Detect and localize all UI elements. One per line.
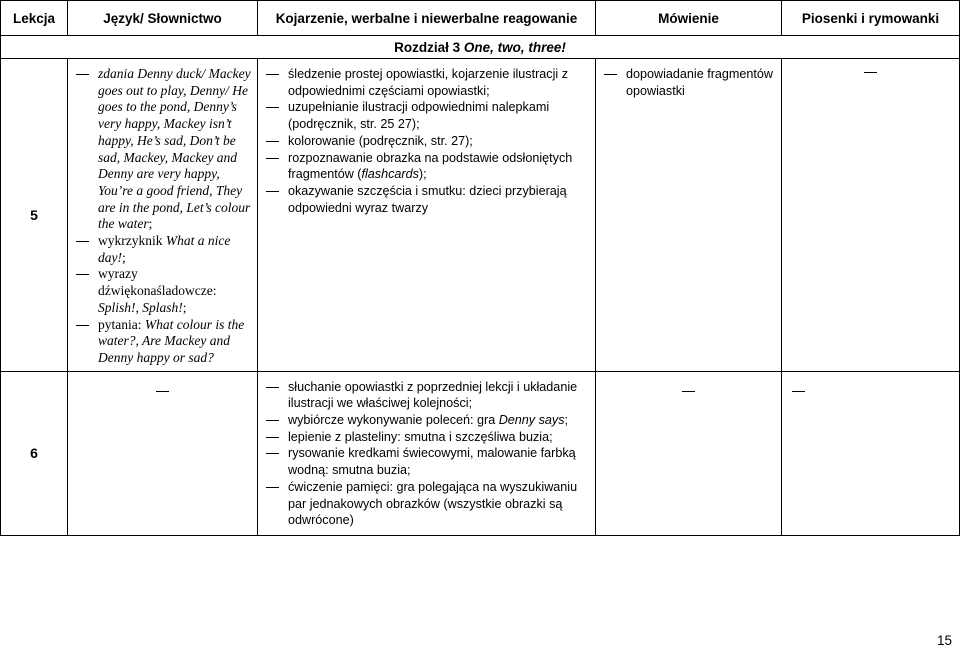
lesson-number: 6 <box>1 371 68 535</box>
header-piosenki: Piosenki i rymowanki <box>782 1 960 36</box>
list-item: okazywanie szczęścia i smutku: dzieci przybierają odpowiedni wyraz twarzy <box>258 183 589 216</box>
empty-dash <box>864 72 877 73</box>
chapter-subtitle: One, two, three! <box>463 39 566 55</box>
chapter-title <box>1 36 960 59</box>
page-number: 15 <box>936 633 952 648</box>
piosenki-cell <box>782 59 960 372</box>
list-item: kolorowanie (podręcznik, str. 27); <box>258 133 589 150</box>
list-item: lepienie z plasteliny: smutna i szczęśliwa buzia; <box>258 429 589 446</box>
list-item: wykrzyknik What a nice day!; <box>68 233 251 266</box>
chapter-row <box>1 36 960 59</box>
empty-dash <box>682 391 695 392</box>
jezyk-cell <box>68 59 258 372</box>
header-kojarzenie: Kojarzenie, werbalne i niewerbalne reagowanie <box>258 1 596 36</box>
table-header-row <box>1 1 960 36</box>
header-mowienie: Mówienie <box>596 1 782 36</box>
mowienie-cell <box>596 371 782 535</box>
list-item: ćwiczenie pamięci: gra polegająca na wyszukiwaniu par jednakowych obrazków (wszystkie obrazki są odwrócone) <box>258 479 589 529</box>
chapter-prefix: Rozdział 3 <box>394 39 461 55</box>
piosenki-cell <box>782 371 960 535</box>
empty-dash <box>792 391 805 392</box>
header-lekcja: Lekcja <box>1 1 68 36</box>
table-row <box>1 371 960 535</box>
list-item: wyrazy dźwiękonaśladowcze: Splish!, Splash!; <box>68 266 251 316</box>
table-row <box>1 59 960 372</box>
header-jezyk: Język/ Słownictwo <box>68 1 258 36</box>
lesson-number: 5 <box>1 59 68 372</box>
kojarzenie-cell <box>258 371 596 535</box>
list-item: pytania: What colour is the water?, Are Mackey and Denny happy or sad? <box>68 317 251 367</box>
kojarzenie-cell <box>258 59 596 372</box>
list-item: wybiórcze wykonywanie poleceń: gra Denny says; <box>258 412 589 429</box>
mowienie-cell <box>596 59 782 372</box>
list-item: rysowanie kredkami świecowymi, malowanie farbką wodną: smutna buzia; <box>258 445 589 478</box>
list-item: rozpoznawanie obrazka na podstawie odsłoniętych fragmentów (flashcards); <box>258 150 589 183</box>
list-item: słuchanie opowiastki z poprzedniej lekcji i układanie ilustracji we właściwej kolejności; <box>258 379 589 412</box>
list-item: dopowiadanie fragmentów opowiastki <box>596 66 775 99</box>
list-item: śledzenie prostej opowiastki, kojarzenie ilustracji z odpowiednimi częściami opowiastki; <box>258 66 589 99</box>
jezyk-cell <box>68 371 258 535</box>
list-item: zdania Denny duck/ Mackey goes out to play, Denny/ He goes to the pond, Denny’s very happy, Mackey isn’t happy, He’s sad, Don’t be sad, Mackey, Mackey and Denny are very happy, You’re a good friend, They are in the pond, Let’s colour the water; <box>68 66 251 233</box>
empty-dash <box>156 391 169 392</box>
list-item: uzupełnianie ilustracji odpowiednimi nalepkami (podręcznik, str. 25 27); <box>258 99 589 132</box>
